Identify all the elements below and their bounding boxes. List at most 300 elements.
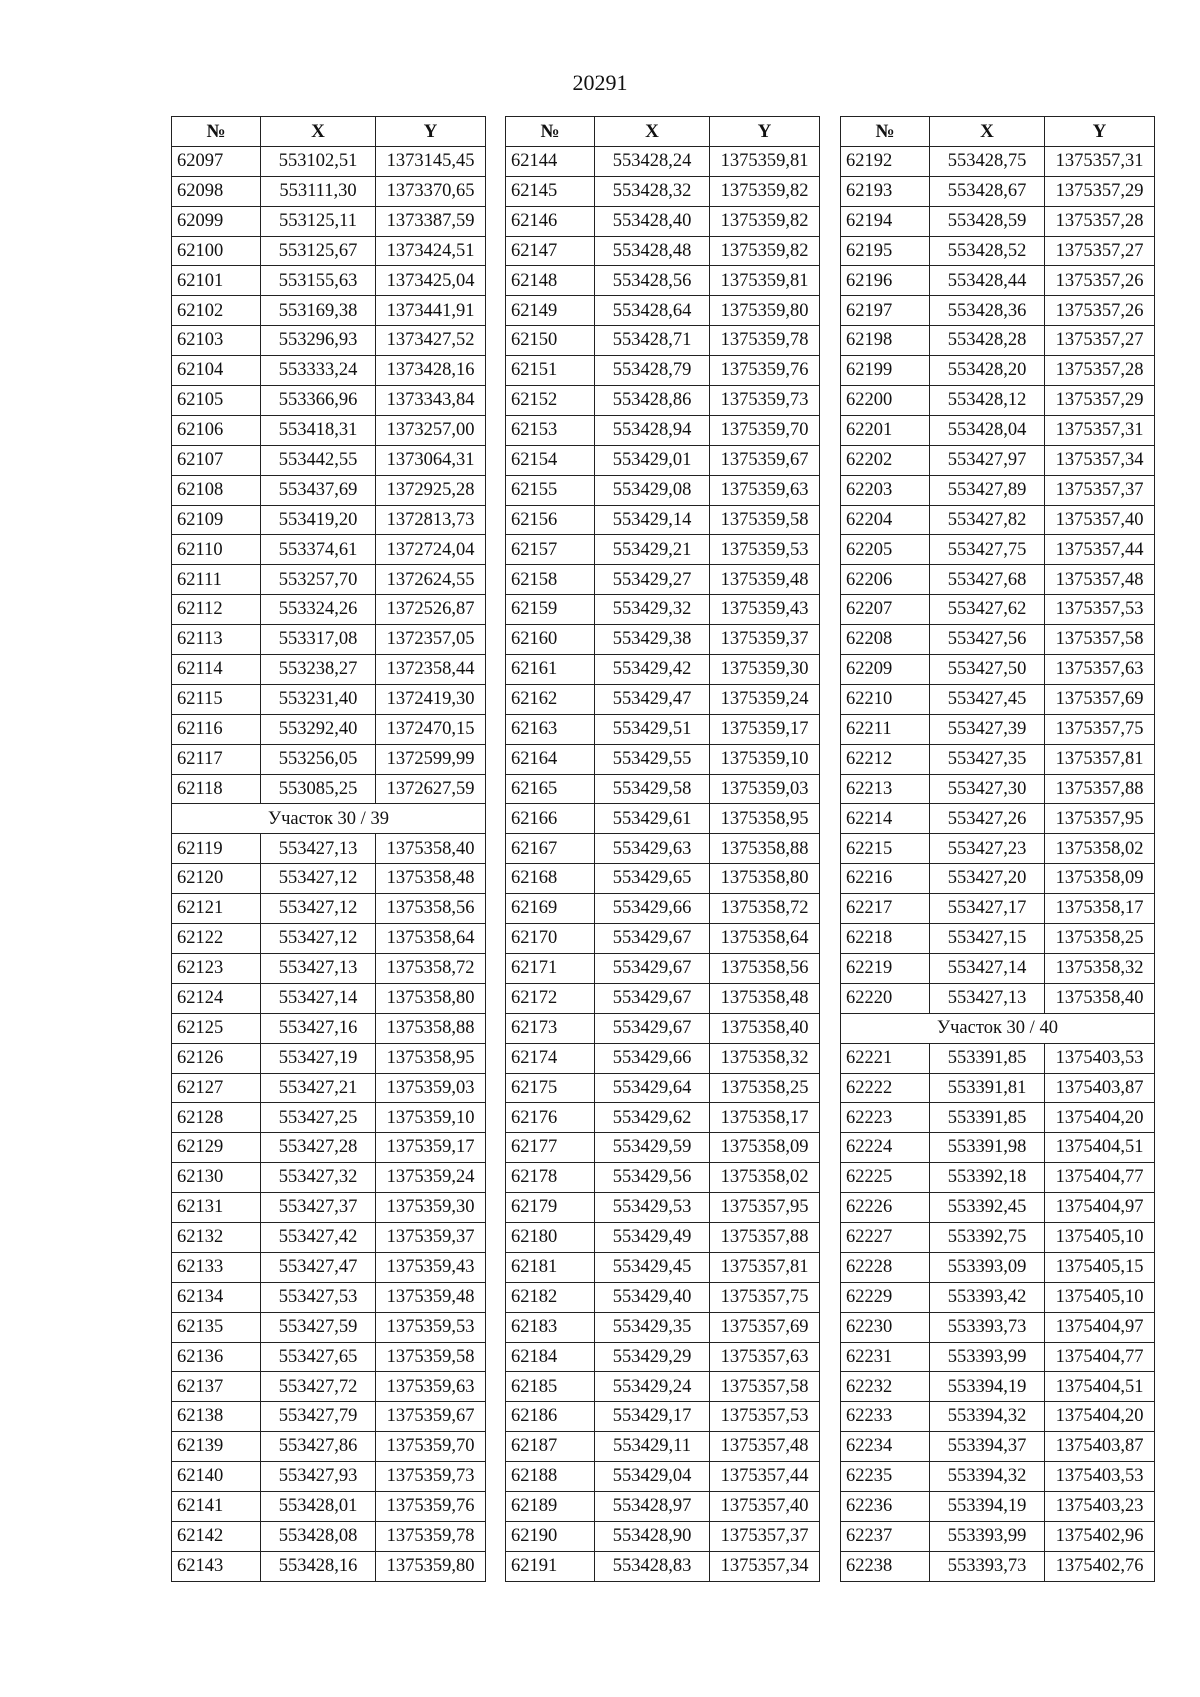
x-coordinate-cell: 553429,11 [595, 1432, 710, 1462]
y-coordinate-cell: 1375404,51 [1045, 1133, 1155, 1163]
y-coordinate-cell: 1375405,10 [1045, 1282, 1155, 1312]
y-coordinate-cell: 1375359,43 [710, 595, 820, 625]
y-coordinate-cell: 1375359,10 [710, 744, 820, 774]
x-coordinate-cell: 553125,67 [261, 236, 376, 266]
table-row [172, 595, 486, 625]
table-row [841, 535, 1155, 565]
x-coordinate-cell: 553427,50 [930, 655, 1045, 685]
table-row [172, 983, 486, 1013]
x-coordinate-cell: 553427,12 [261, 894, 376, 924]
point-number-cell: 62229 [841, 1282, 930, 1312]
x-coordinate-cell: 553427,59 [261, 1312, 376, 1342]
x-coordinate-cell: 553393,73 [930, 1312, 1045, 1342]
table-header-row [506, 117, 820, 147]
x-coordinate-cell: 553394,19 [930, 1491, 1045, 1521]
x-coordinate-cell: 553429,49 [595, 1222, 710, 1252]
table-row [841, 1402, 1155, 1432]
y-coordinate-cell: 1375403,87 [1045, 1073, 1155, 1103]
table-row [506, 804, 820, 834]
point-number-cell: 62178 [506, 1163, 595, 1193]
y-coordinate-cell: 1375359,70 [376, 1432, 486, 1462]
point-number-cell: 62212 [841, 744, 930, 774]
point-number-cell: 62185 [506, 1372, 595, 1402]
y-coordinate-cell: 1375358,56 [710, 953, 820, 983]
y-coordinate-cell: 1375358,64 [376, 924, 486, 954]
table-row [506, 1312, 820, 1342]
point-number-cell: 62219 [841, 953, 930, 983]
point-number-cell: 62123 [172, 953, 261, 983]
y-coordinate-cell: 1375359,37 [376, 1222, 486, 1252]
table-row [172, 1073, 486, 1103]
point-number-cell: 62141 [172, 1491, 261, 1521]
point-number-cell: 62171 [506, 953, 595, 983]
y-coordinate-cell: 1375358,17 [1045, 894, 1155, 924]
table-row [506, 595, 820, 625]
x-coordinate-cell: 553292,40 [261, 714, 376, 744]
y-coordinate-cell: 1375359,30 [376, 1193, 486, 1223]
point-number-cell: 62182 [506, 1282, 595, 1312]
y-coordinate-cell: 1375358,17 [710, 1103, 820, 1133]
y-coordinate-cell: 1375359,73 [376, 1462, 486, 1492]
table-row [841, 1163, 1155, 1193]
y-coordinate-cell: 1375405,15 [1045, 1252, 1155, 1282]
x-coordinate-cell: 553231,40 [261, 684, 376, 714]
x-coordinate-cell: 553429,65 [595, 864, 710, 894]
point-number-cell: 62158 [506, 565, 595, 595]
y-coordinate-cell: 1373064,31 [376, 445, 486, 475]
table-row [841, 894, 1155, 924]
table-row [506, 1133, 820, 1163]
point-number-cell: 62222 [841, 1073, 930, 1103]
table-row [506, 445, 820, 475]
point-number-cell: 62103 [172, 326, 261, 356]
point-number-cell: 62215 [841, 834, 930, 864]
x-coordinate-cell: 553427,39 [930, 714, 1045, 744]
point-number-cell: 62199 [841, 356, 930, 386]
y-coordinate-cell: 1375358,40 [376, 834, 486, 864]
table-row [506, 266, 820, 296]
x-coordinate-cell: 553427,19 [261, 1043, 376, 1073]
x-coordinate-cell: 553428,83 [595, 1551, 710, 1581]
y-coordinate-cell: 1375357,81 [710, 1252, 820, 1282]
table-row [506, 535, 820, 565]
point-number-cell: 62119 [172, 834, 261, 864]
y-coordinate-cell: 1375359,76 [376, 1491, 486, 1521]
y-coordinate-cell: 1375358,56 [376, 894, 486, 924]
x-coordinate-cell: 553428,64 [595, 296, 710, 326]
table-row [506, 1282, 820, 1312]
point-number-cell: 62155 [506, 475, 595, 505]
x-coordinate-cell: 553442,55 [261, 445, 376, 475]
y-coordinate-cell: 1375402,96 [1045, 1521, 1155, 1551]
x-coordinate-cell: 553427,75 [930, 535, 1045, 565]
point-number-cell: 62195 [841, 236, 930, 266]
y-coordinate-cell: 1375359,78 [376, 1521, 486, 1551]
y-coordinate-cell: 1375358,40 [1045, 983, 1155, 1013]
point-number-cell: 62168 [506, 864, 595, 894]
point-number-cell: 62154 [506, 445, 595, 475]
point-number-cell: 62139 [172, 1432, 261, 1462]
header-y: Y [376, 117, 486, 147]
y-coordinate-cell: 1372470,15 [376, 714, 486, 744]
x-coordinate-cell: 553296,93 [261, 326, 376, 356]
x-coordinate-cell: 553256,05 [261, 744, 376, 774]
y-coordinate-cell: 1375359,58 [376, 1342, 486, 1372]
y-coordinate-cell: 1375357,44 [710, 1462, 820, 1492]
x-coordinate-cell: 553393,42 [930, 1282, 1045, 1312]
y-coordinate-cell: 1375359,30 [710, 655, 820, 685]
x-coordinate-cell: 553317,08 [261, 625, 376, 655]
table-header-row [841, 117, 1155, 147]
table-row [506, 505, 820, 535]
y-coordinate-cell: 1375358,88 [376, 1013, 486, 1043]
point-number-cell: 62225 [841, 1163, 930, 1193]
point-number-cell: 62163 [506, 714, 595, 744]
x-coordinate-cell: 553429,38 [595, 625, 710, 655]
table-row [506, 983, 820, 1013]
point-number-cell: 62165 [506, 774, 595, 804]
section-title: Участок 30 / 39 [172, 804, 486, 834]
table-row [172, 1222, 486, 1252]
point-number-cell: 62160 [506, 625, 595, 655]
table-row [172, 206, 486, 236]
table-row [506, 744, 820, 774]
coordinates-table-2 [505, 116, 820, 1582]
y-coordinate-cell: 1375358,72 [376, 953, 486, 983]
y-coordinate-cell: 1375359,67 [710, 445, 820, 475]
point-number-cell: 62157 [506, 535, 595, 565]
point-number-cell: 62164 [506, 744, 595, 774]
x-coordinate-cell: 553428,59 [930, 206, 1045, 236]
y-coordinate-cell: 1375359,48 [710, 565, 820, 595]
point-number-cell: 62189 [506, 1491, 595, 1521]
y-coordinate-cell: 1375358,25 [710, 1073, 820, 1103]
table-row [841, 714, 1155, 744]
section-row [172, 804, 486, 834]
y-coordinate-cell: 1375357,28 [1045, 206, 1155, 236]
y-coordinate-cell: 1375358,32 [1045, 953, 1155, 983]
point-number-cell: 62135 [172, 1312, 261, 1342]
point-number-cell: 62153 [506, 415, 595, 445]
table-row [841, 1462, 1155, 1492]
table-row [172, 505, 486, 535]
x-coordinate-cell: 553427,42 [261, 1222, 376, 1252]
x-coordinate-cell: 553427,89 [930, 475, 1045, 505]
y-coordinate-cell: 1375357,34 [1045, 445, 1155, 475]
point-number-cell: 62209 [841, 655, 930, 685]
y-coordinate-cell: 1375358,40 [710, 1013, 820, 1043]
point-number-cell: 62236 [841, 1491, 930, 1521]
y-coordinate-cell: 1375358,80 [710, 864, 820, 894]
x-coordinate-cell: 553418,31 [261, 415, 376, 445]
table-row [172, 1282, 486, 1312]
x-coordinate-cell: 553428,56 [595, 266, 710, 296]
point-number-cell: 62190 [506, 1521, 595, 1551]
table-row [172, 953, 486, 983]
x-coordinate-cell: 553429,27 [595, 565, 710, 595]
table-row [172, 535, 486, 565]
x-coordinate-cell: 553428,08 [261, 1521, 376, 1551]
point-number-cell: 62142 [172, 1521, 261, 1551]
y-coordinate-cell: 1375359,82 [710, 236, 820, 266]
table-row [172, 1252, 486, 1282]
table-row [841, 625, 1155, 655]
x-coordinate-cell: 553429,67 [595, 983, 710, 1013]
point-number-cell: 62117 [172, 744, 261, 774]
x-coordinate-cell: 553429,40 [595, 1282, 710, 1312]
x-coordinate-cell: 553428,97 [595, 1491, 710, 1521]
point-number-cell: 62136 [172, 1342, 261, 1372]
table-row [841, 1551, 1155, 1581]
table-row [841, 236, 1155, 266]
y-coordinate-cell: 1375403,87 [1045, 1432, 1155, 1462]
table-row [506, 953, 820, 983]
y-coordinate-cell: 1375357,28 [1045, 356, 1155, 386]
table-row [172, 1402, 486, 1432]
point-number-cell: 62132 [172, 1222, 261, 1252]
x-coordinate-cell: 553429,51 [595, 714, 710, 744]
y-coordinate-cell: 1375405,10 [1045, 1222, 1155, 1252]
x-coordinate-cell: 553238,27 [261, 655, 376, 685]
point-number-cell: 62211 [841, 714, 930, 744]
point-number-cell: 62130 [172, 1163, 261, 1193]
table-row [172, 1103, 486, 1133]
y-coordinate-cell: 1375357,26 [1045, 266, 1155, 296]
point-number-cell: 62110 [172, 535, 261, 565]
y-coordinate-cell: 1375357,88 [1045, 774, 1155, 804]
x-coordinate-cell: 553429,56 [595, 1163, 710, 1193]
table-row [841, 1073, 1155, 1103]
x-coordinate-cell: 553429,53 [595, 1193, 710, 1223]
table-row [841, 1342, 1155, 1372]
table-row [506, 236, 820, 266]
y-coordinate-cell: 1372358,44 [376, 655, 486, 685]
point-number-cell: 62203 [841, 475, 930, 505]
x-coordinate-cell: 553428,86 [595, 386, 710, 416]
x-coordinate-cell: 553429,17 [595, 1402, 710, 1432]
point-number-cell: 62234 [841, 1432, 930, 1462]
point-number-cell: 62172 [506, 983, 595, 1013]
x-coordinate-cell: 553427,86 [261, 1432, 376, 1462]
point-number-cell: 62149 [506, 296, 595, 326]
point-number-cell: 62207 [841, 595, 930, 625]
y-coordinate-cell: 1375357,48 [710, 1432, 820, 1462]
x-coordinate-cell: 553393,99 [930, 1521, 1045, 1551]
x-coordinate-cell: 553366,96 [261, 386, 376, 416]
table-row [172, 266, 486, 296]
point-number-cell: 62101 [172, 266, 261, 296]
y-coordinate-cell: 1375359,70 [710, 415, 820, 445]
x-coordinate-cell: 553427,56 [930, 625, 1045, 655]
table-row [506, 565, 820, 595]
x-coordinate-cell: 553391,81 [930, 1073, 1045, 1103]
table-row [841, 1133, 1155, 1163]
table-row [506, 1043, 820, 1073]
table-row [841, 983, 1155, 1013]
x-coordinate-cell: 553427,68 [930, 565, 1045, 595]
y-coordinate-cell: 1375358,09 [1045, 864, 1155, 894]
x-coordinate-cell: 553427,16 [261, 1013, 376, 1043]
y-coordinate-cell: 1375357,53 [1045, 595, 1155, 625]
y-coordinate-cell: 1375404,77 [1045, 1163, 1155, 1193]
y-coordinate-cell: 1375359,81 [710, 146, 820, 176]
y-coordinate-cell: 1375358,02 [1045, 834, 1155, 864]
table-row [506, 1222, 820, 1252]
point-number-cell: 62228 [841, 1252, 930, 1282]
y-coordinate-cell: 1375357,95 [710, 1193, 820, 1223]
x-coordinate-cell: 553429,04 [595, 1462, 710, 1492]
table-row [506, 1462, 820, 1492]
y-coordinate-cell: 1375358,02 [710, 1163, 820, 1193]
table-row [506, 386, 820, 416]
table-row [841, 655, 1155, 685]
point-number-cell: 62176 [506, 1103, 595, 1133]
table-row [172, 1521, 486, 1551]
header-y: Y [710, 117, 820, 147]
point-number-cell: 62114 [172, 655, 261, 685]
point-number-cell: 62188 [506, 1462, 595, 1492]
table-row [172, 1462, 486, 1492]
y-coordinate-cell: 1375357,40 [710, 1491, 820, 1521]
y-coordinate-cell: 1375357,34 [710, 1551, 820, 1581]
point-number-cell: 62121 [172, 894, 261, 924]
y-coordinate-cell: 1372925,28 [376, 475, 486, 505]
table-row [172, 684, 486, 714]
table-row [506, 864, 820, 894]
x-coordinate-cell: 553427,15 [930, 924, 1045, 954]
point-number-cell: 62127 [172, 1073, 261, 1103]
x-coordinate-cell: 553427,37 [261, 1193, 376, 1223]
x-coordinate-cell: 553394,32 [930, 1462, 1045, 1492]
section-row [841, 1013, 1155, 1043]
table-row [841, 1372, 1155, 1402]
coordinates-table-3 [840, 116, 1155, 1582]
point-number-cell: 62108 [172, 475, 261, 505]
y-coordinate-cell: 1375357,63 [1045, 655, 1155, 685]
point-number-cell: 62205 [841, 535, 930, 565]
x-coordinate-cell: 553102,51 [261, 146, 376, 176]
point-number-cell: 62210 [841, 684, 930, 714]
x-coordinate-cell: 553437,69 [261, 475, 376, 505]
x-coordinate-cell: 553429,14 [595, 505, 710, 535]
y-coordinate-cell: 1375358,25 [1045, 924, 1155, 954]
point-number-cell: 62097 [172, 146, 261, 176]
point-number-cell: 62218 [841, 924, 930, 954]
y-coordinate-cell: 1373424,51 [376, 236, 486, 266]
x-coordinate-cell: 553429,59 [595, 1133, 710, 1163]
y-coordinate-cell: 1375357,69 [1045, 684, 1155, 714]
table-row [172, 356, 486, 386]
table-row [506, 356, 820, 386]
point-number-cell: 62134 [172, 1282, 261, 1312]
table-row [506, 206, 820, 236]
table-row [841, 595, 1155, 625]
x-coordinate-cell: 553419,20 [261, 505, 376, 535]
table-row [841, 1193, 1155, 1223]
x-coordinate-cell: 553391,98 [930, 1133, 1045, 1163]
table-row [506, 176, 820, 206]
y-coordinate-cell: 1375404,97 [1045, 1312, 1155, 1342]
coordinates-table-1 [171, 116, 486, 1582]
table-row [172, 655, 486, 685]
y-coordinate-cell: 1372599,99 [376, 744, 486, 774]
x-coordinate-cell: 553427,32 [261, 1163, 376, 1193]
point-number-cell: 62202 [841, 445, 930, 475]
x-coordinate-cell: 553428,71 [595, 326, 710, 356]
point-number-cell: 62221 [841, 1043, 930, 1073]
table-row [506, 684, 820, 714]
table-row [841, 146, 1155, 176]
header-no: № [172, 117, 261, 147]
table-row [506, 714, 820, 744]
table-row [172, 1043, 486, 1073]
y-coordinate-cell: 1375359,82 [710, 176, 820, 206]
x-coordinate-cell: 553429,21 [595, 535, 710, 565]
table-row [841, 924, 1155, 954]
table-row [841, 1222, 1155, 1252]
table-row [841, 1043, 1155, 1073]
table-row [172, 236, 486, 266]
table-row [841, 834, 1155, 864]
y-coordinate-cell: 1375404,20 [1045, 1103, 1155, 1133]
header-no: № [841, 117, 930, 147]
y-coordinate-cell: 1375357,40 [1045, 505, 1155, 535]
table-row [841, 386, 1155, 416]
x-coordinate-cell: 553428,24 [595, 146, 710, 176]
y-coordinate-cell: 1375357,27 [1045, 326, 1155, 356]
y-coordinate-cell: 1375357,88 [710, 1222, 820, 1252]
table-row [841, 206, 1155, 236]
point-number-cell: 62232 [841, 1372, 930, 1402]
x-coordinate-cell: 553428,20 [930, 356, 1045, 386]
x-coordinate-cell: 553429,32 [595, 595, 710, 625]
y-coordinate-cell: 1375357,31 [1045, 415, 1155, 445]
y-coordinate-cell: 1375359,81 [710, 266, 820, 296]
point-number-cell: 62177 [506, 1133, 595, 1163]
table-row [506, 1193, 820, 1223]
table-row [506, 415, 820, 445]
x-coordinate-cell: 553392,18 [930, 1163, 1045, 1193]
table-row [172, 625, 486, 655]
point-number-cell: 62214 [841, 804, 930, 834]
x-coordinate-cell: 553429,35 [595, 1312, 710, 1342]
point-number-cell: 62124 [172, 983, 261, 1013]
header-x: X [930, 117, 1045, 147]
y-coordinate-cell: 1372813,73 [376, 505, 486, 535]
x-coordinate-cell: 553428,28 [930, 326, 1045, 356]
y-coordinate-cell: 1375359,80 [710, 296, 820, 326]
table-row [841, 565, 1155, 595]
point-number-cell: 62193 [841, 176, 930, 206]
x-coordinate-cell: 553392,75 [930, 1222, 1045, 1252]
y-coordinate-cell: 1375359,73 [710, 386, 820, 416]
y-coordinate-cell: 1375359,53 [710, 535, 820, 565]
table-row [841, 445, 1155, 475]
x-coordinate-cell: 553428,90 [595, 1521, 710, 1551]
point-number-cell: 62100 [172, 236, 261, 266]
table-row [841, 953, 1155, 983]
x-coordinate-cell: 553427,28 [261, 1133, 376, 1163]
y-coordinate-cell: 1375404,97 [1045, 1193, 1155, 1223]
x-coordinate-cell: 553393,99 [930, 1342, 1045, 1372]
point-number-cell: 62230 [841, 1312, 930, 1342]
y-coordinate-cell: 1375359,80 [376, 1551, 486, 1581]
point-number-cell: 62102 [172, 296, 261, 326]
y-coordinate-cell: 1373343,84 [376, 386, 486, 416]
point-number-cell: 62192 [841, 146, 930, 176]
x-coordinate-cell: 553427,13 [930, 983, 1045, 1013]
x-coordinate-cell: 553427,14 [930, 953, 1045, 983]
